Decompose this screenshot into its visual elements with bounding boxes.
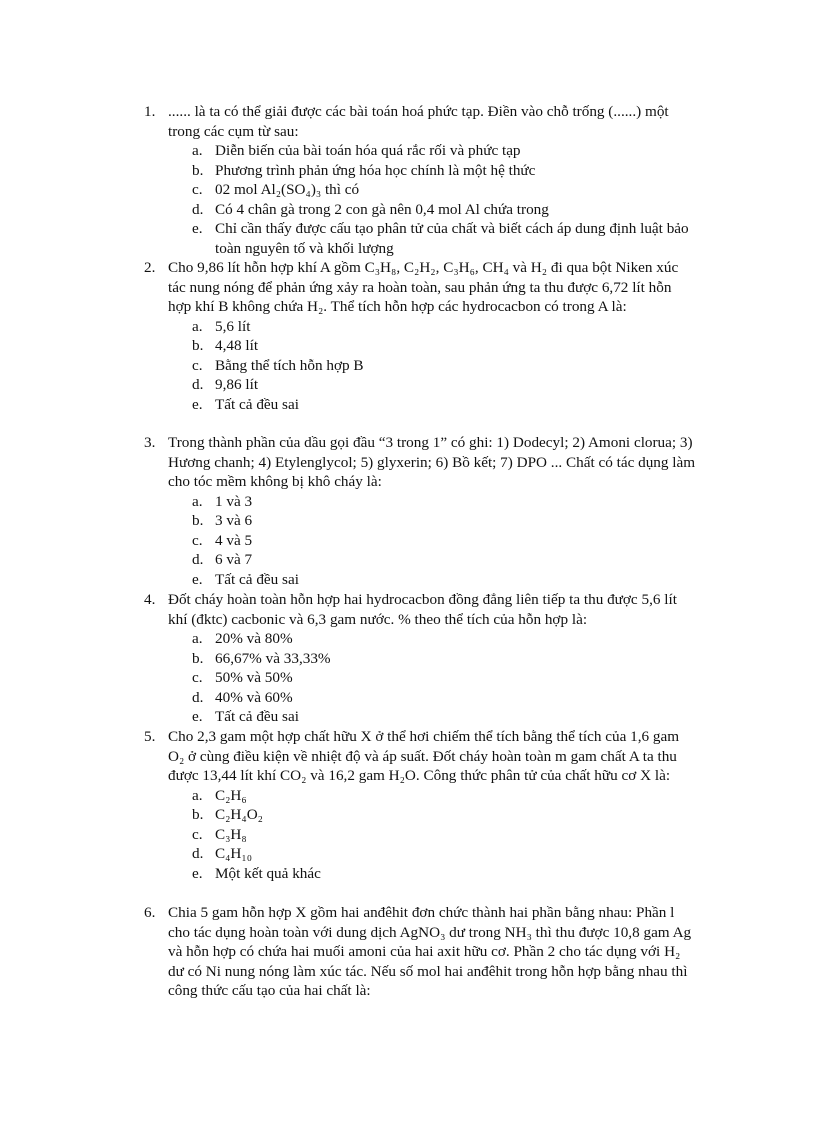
question-text: ...... là ta có thể giải được các bài toán hoá phức tạp. Điền vào chỗ trống (......) một trong các cụm từ sau: xyxy=(168,103,669,140)
option-text: C₂H₄O₂ xyxy=(215,806,263,823)
option-label: d. xyxy=(192,200,204,218)
option-b xyxy=(168,649,698,669)
option-text: Một kết quả khác xyxy=(215,864,321,882)
option-c xyxy=(168,668,698,688)
option-text: 4 và 5 xyxy=(215,531,253,549)
option-label: b. xyxy=(192,161,204,179)
option-text: 4,48 lít xyxy=(215,337,259,354)
option-text: 66,67% và 33,33% xyxy=(215,649,331,667)
option-a xyxy=(168,786,698,806)
option-label: d. xyxy=(192,376,204,393)
option-text: 1 và 3 xyxy=(215,492,253,510)
option-list xyxy=(168,786,698,884)
option-text: Có 4 chân gà trong 2 con gà nên 0,4 mol Al chứa trong xyxy=(215,200,549,218)
option-text: Tất cả đều sai xyxy=(215,708,299,725)
option-label: d. xyxy=(192,845,204,862)
option-label: a. xyxy=(192,142,203,159)
question-number: 4. xyxy=(144,591,156,608)
option-a xyxy=(168,492,698,512)
option-label: c. xyxy=(192,825,203,843)
option-d xyxy=(168,550,698,570)
question-text: Đốt cháy hoàn toàn hỗn hợp hai hydrocacbon đồng đẳng liên tiếp ta thu được 5,6 lít khí (đktc) cacbonic và 6,3 gam nước. % theo thể tích của hỗn hợp là: xyxy=(168,591,677,628)
option-label: c. xyxy=(192,531,203,549)
option-c xyxy=(168,531,698,551)
question-2 xyxy=(144,258,698,414)
option-text: 02 mol Al₂(SO₄)₃ thì có xyxy=(215,181,360,198)
option-c xyxy=(168,180,698,200)
option-a xyxy=(168,141,698,161)
option-e xyxy=(168,570,698,590)
option-label: e. xyxy=(192,220,203,237)
option-c xyxy=(168,825,698,845)
option-d xyxy=(168,844,698,864)
option-b xyxy=(168,336,698,356)
option-text: 9,86 lít xyxy=(215,376,259,393)
option-label: a. xyxy=(192,317,203,335)
option-b xyxy=(168,161,698,181)
option-label: b. xyxy=(192,512,204,529)
option-b xyxy=(168,805,698,825)
option-text: Diễn biến của bài toán hóa quá rắc rối và phức tạp xyxy=(215,142,521,159)
question-text: Trong thành phần của dầu gọi đầu “3 trong 1” có ghi: 1) Dodecyl; 2) Amoni clorua; 3) Hương chanh; 4) Etylenglycol; 5) glyxerin; 6) Bồ kết; 7) DPO ... Chất có tác dụng làm cho tóc mềm không bị khô cháy là: xyxy=(168,434,696,490)
option-label: b. xyxy=(192,649,204,667)
option-text: 20% và 80% xyxy=(215,630,293,647)
option-text: 40% và 60% xyxy=(215,688,293,706)
option-label: e. xyxy=(192,570,203,588)
option-label: c. xyxy=(192,181,203,198)
option-text: Chỉ cần thấy được cấu tạo phân tử của chất và biết cách áp dung định luật bảo toàn nguyên tố và khối lượng xyxy=(215,220,689,257)
option-text: Bằng thể tích hỗn hợp B xyxy=(215,356,364,374)
question-6 xyxy=(144,903,698,1001)
option-text: C₄H₁₀ xyxy=(215,845,252,862)
option-label: d. xyxy=(192,688,204,706)
option-e xyxy=(168,864,698,884)
option-label: c. xyxy=(192,356,203,374)
option-label: a. xyxy=(192,786,203,804)
question-3 xyxy=(144,433,698,589)
question-5 xyxy=(144,727,698,883)
question-number: 2. xyxy=(144,259,156,276)
option-text: 5,6 lít xyxy=(215,317,251,335)
option-label: c. xyxy=(192,669,203,686)
option-e xyxy=(168,707,698,727)
option-label: b. xyxy=(192,806,204,823)
option-label: e. xyxy=(192,395,203,413)
option-text: C₂H₆ xyxy=(215,786,247,804)
option-text: Tất cả đều sai xyxy=(215,395,299,413)
question-number: 1. xyxy=(144,103,156,120)
question-number: 5. xyxy=(144,728,156,745)
option-label: b. xyxy=(192,337,204,354)
question-4 xyxy=(144,590,698,727)
option-text: C₃H₈ xyxy=(215,825,247,843)
option-list xyxy=(168,141,698,258)
option-list xyxy=(168,492,698,590)
question-number: 3. xyxy=(144,434,156,451)
option-text: 6 và 7 xyxy=(215,551,253,568)
option-c xyxy=(168,356,698,376)
option-text: 3 và 6 xyxy=(215,512,253,529)
question-number: 6. xyxy=(144,904,156,921)
question-text: Cho 9,86 lít hỗn hợp khí A gồm C₃H₈, C₂H₂, C₃H₆, CH₄ và H₂ đi qua bột Niken xúc tác nung nóng để phản ứng xảy ra hoàn toàn, sau phản ứng ta thu được 6,72 lít hỗn hợp khí B không chứa H₂. Thể tích hỗn hợp các hydrocacbon có trong A là: xyxy=(168,259,679,315)
option-label: d. xyxy=(192,551,204,568)
option-d xyxy=(168,375,698,395)
option-label: e. xyxy=(192,864,203,882)
option-d xyxy=(168,688,698,708)
option-list xyxy=(168,629,698,727)
option-label: a. xyxy=(192,492,203,510)
option-a xyxy=(168,317,698,337)
option-e xyxy=(168,219,698,258)
question-1 xyxy=(144,102,698,258)
option-text: 50% và 50% xyxy=(215,669,293,686)
option-e xyxy=(168,395,698,415)
option-text: Tất cả đều sai xyxy=(215,570,299,588)
option-b xyxy=(168,511,698,531)
option-text: Phương trình phản ứng hóa học chính là một hệ thức xyxy=(215,161,536,179)
question-text: Chia 5 gam hỗn hợp X gồm hai anđêhit đơn chức thành hai phần bằng nhau: Phần l cho tác dụng hoàn toàn với dung dịch AgNO₃ dư trong NH₃ thì thu được 10,8 gam Ag và hỗn hợp có chứa hai muối amoni của hai axit hữu cơ. Phần 2 cho tác dụng với H₂ dư có Ni nung nóng làm xúc tác. Nếu số mol hai anđêhit trong hỗn hợp bằng nhau thì công thức cấu tạo của hai chất là: xyxy=(168,904,692,999)
option-label: e. xyxy=(192,708,203,725)
option-d xyxy=(168,200,698,220)
option-label: a. xyxy=(192,630,203,647)
option-a xyxy=(168,629,698,649)
option-list xyxy=(168,317,698,415)
question-text: Cho 2,3 gam một hợp chất hữu X ở thể hơi chiếm thể tích bằng thể tích của 1,6 gam O₂ ở cùng điều kiện về nhiệt độ và áp suất. Đốt cháy hoàn toàn m gam chất A ta thu được 13,44 lít khí CO₂ và 16,2 gam H₂O. Công thức phân tử của chất hữu cơ X là: xyxy=(168,728,680,784)
